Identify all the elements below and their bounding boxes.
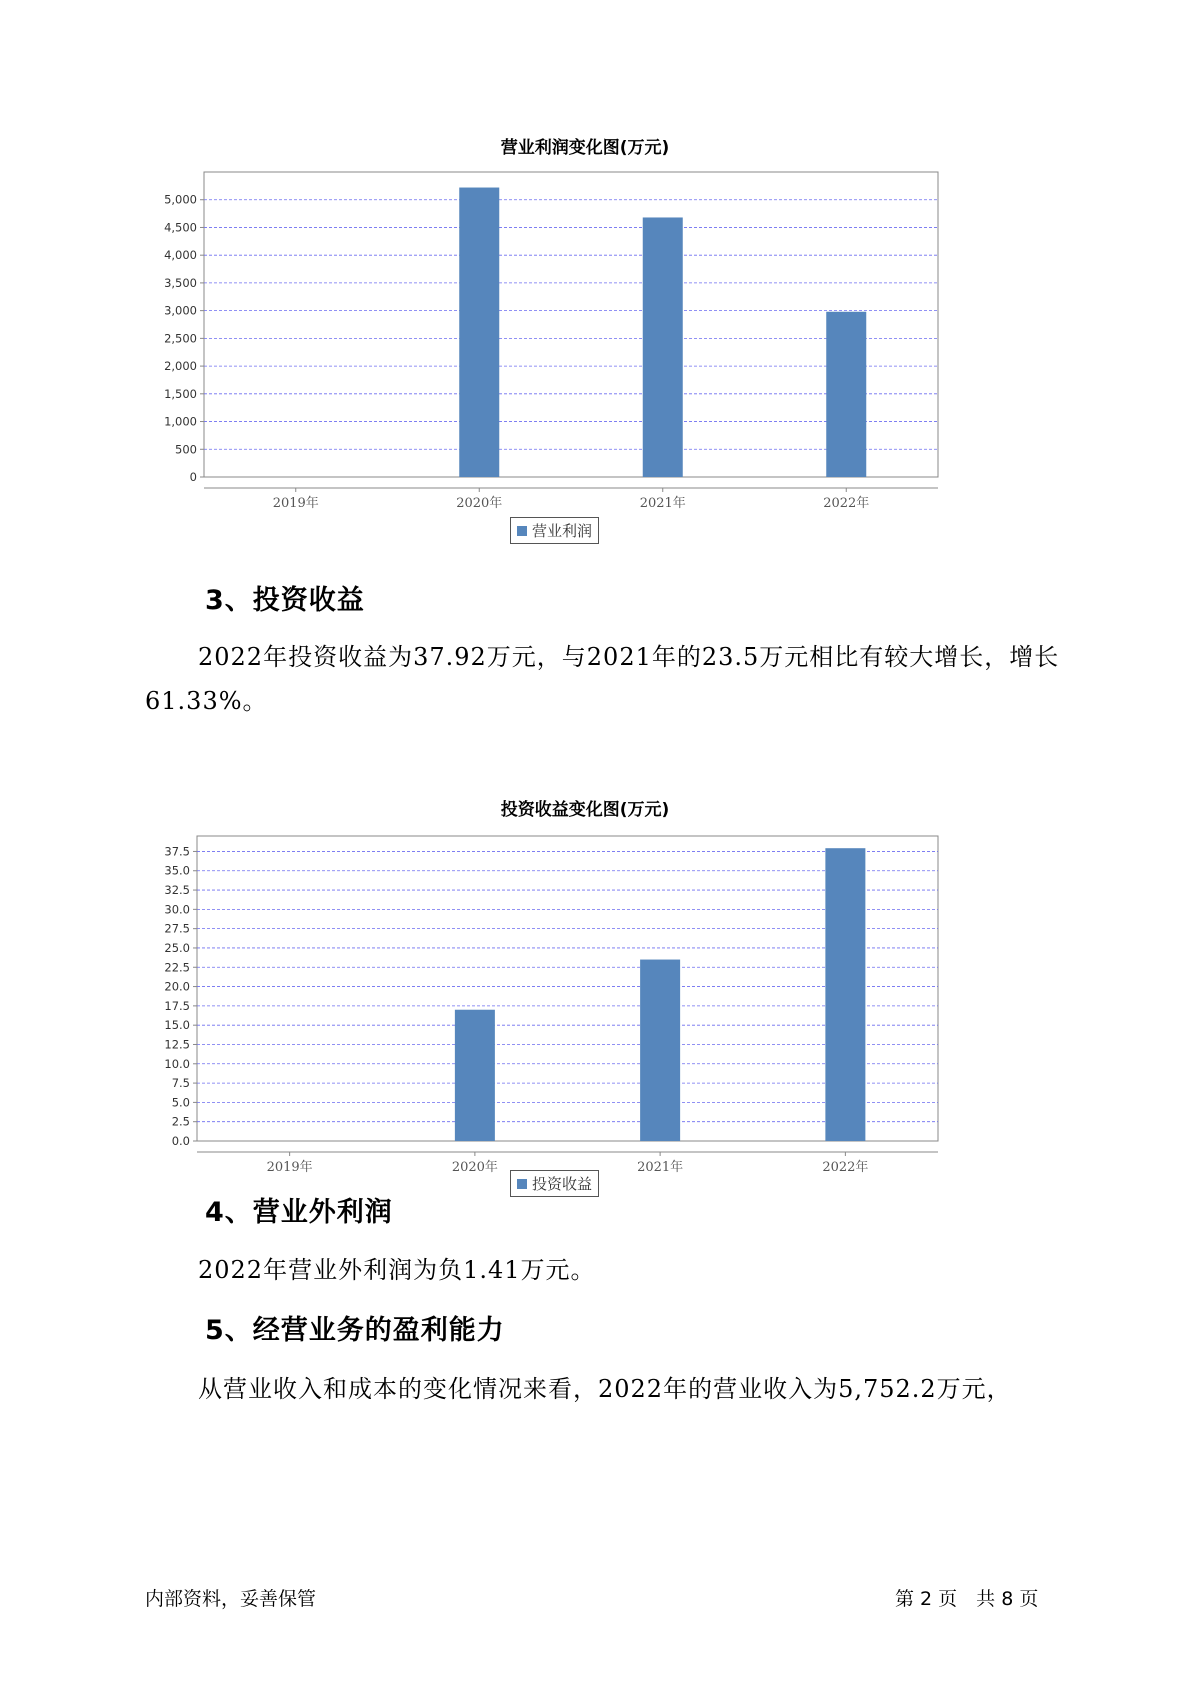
x-tick-label: 2022年 (823, 496, 870, 511)
y-tick-label: 4,000 (164, 248, 197, 263)
x-tick-label: 2020年 (451, 1160, 498, 1175)
y-tick-label: 35.0 (164, 863, 190, 878)
y-tick-label: 20.0 (164, 979, 190, 994)
y-tick-label: 7.5 (171, 1076, 190, 1091)
y-tick-label: 2.5 (171, 1114, 190, 1129)
y-tick-label: 22.5 (164, 960, 190, 975)
bar (643, 217, 683, 477)
chart-plot (150, 165, 1020, 545)
y-tick-label: 0.0 (171, 1134, 190, 1148)
bar (640, 960, 680, 1141)
y-tick-label: 5.0 (171, 1095, 190, 1110)
footer-left: 内部资料，妥善保管 (145, 1588, 317, 1610)
x-tick-label: 2021年 (639, 496, 686, 511)
y-tick-label: 0 (189, 470, 197, 484)
y-tick-label: 1,000 (164, 414, 197, 429)
x-tick-label: 2022年 (822, 1160, 869, 1175)
y-tick-label: 5,000 (164, 192, 197, 207)
y-tick-label: 27.5 (164, 921, 190, 936)
section-heading-5: 5、经营业务的盈利能力 (205, 1315, 505, 1346)
y-tick-label: 1,500 (164, 386, 197, 401)
chart-title: 投资收益变化图(万元) (500, 800, 670, 820)
section-paragraph-4: 2022年营业外利润为负1.41万元。 (198, 1256, 596, 1284)
legend-label: 投资收益 (532, 1175, 593, 1193)
y-tick-label: 32.5 (164, 883, 190, 898)
section-paragraph-3: 2022年投资收益为37.92万元，与2021年的23.5万元相比有较大增长，增长61.33%。 (145, 643, 1060, 715)
y-tick-label: 37.5 (164, 844, 190, 859)
y-tick-label: 12.5 (164, 1037, 190, 1052)
bar (826, 312, 866, 477)
x-tick-label: 2019年 (272, 496, 319, 511)
chart-title: 营业利润变化图(万元) (500, 138, 670, 158)
y-tick-label: 2,500 (164, 331, 197, 346)
y-tick-label: 30.0 (164, 902, 190, 917)
x-tick-label: 2021年 (637, 1160, 684, 1175)
y-tick-label: 17.5 (164, 998, 190, 1013)
y-tick-label: 500 (175, 442, 197, 457)
operating-profit-chart (150, 125, 1020, 555)
y-tick-label: 3,000 (164, 303, 197, 318)
x-tick-label: 2019年 (266, 1160, 313, 1175)
chart-legend (510, 517, 599, 544)
legend-label: 营业利润 (532, 522, 593, 540)
y-tick-label: 3,500 (164, 275, 197, 290)
bar (459, 188, 499, 477)
x-tick-label: 2020年 (456, 496, 503, 511)
bar (825, 848, 865, 1141)
section-heading-3: 3、投资收益 (205, 585, 365, 616)
section-paragraph-5: 从营业收入和成本的变化情况来看，2022年的营业收入为5,752.2万元， (198, 1375, 1012, 1403)
investment-income-chart (150, 787, 1020, 1207)
chart-legend (510, 1170, 599, 1197)
y-tick-label: 4,500 (164, 220, 197, 235)
y-tick-label: 10.0 (164, 1056, 190, 1071)
y-tick-label: 25.0 (164, 940, 190, 955)
chart-plot (150, 829, 1020, 1201)
bar (455, 1010, 495, 1141)
footer-right: 第 2 页 共 8 页 (895, 1588, 1039, 1610)
legend-swatch (517, 526, 527, 536)
y-tick-label: 2,000 (164, 359, 197, 374)
section-heading-4: 4、营业外利润 (205, 1197, 393, 1228)
y-tick-label: 15.0 (164, 1018, 190, 1033)
legend-swatch (517, 1179, 527, 1189)
